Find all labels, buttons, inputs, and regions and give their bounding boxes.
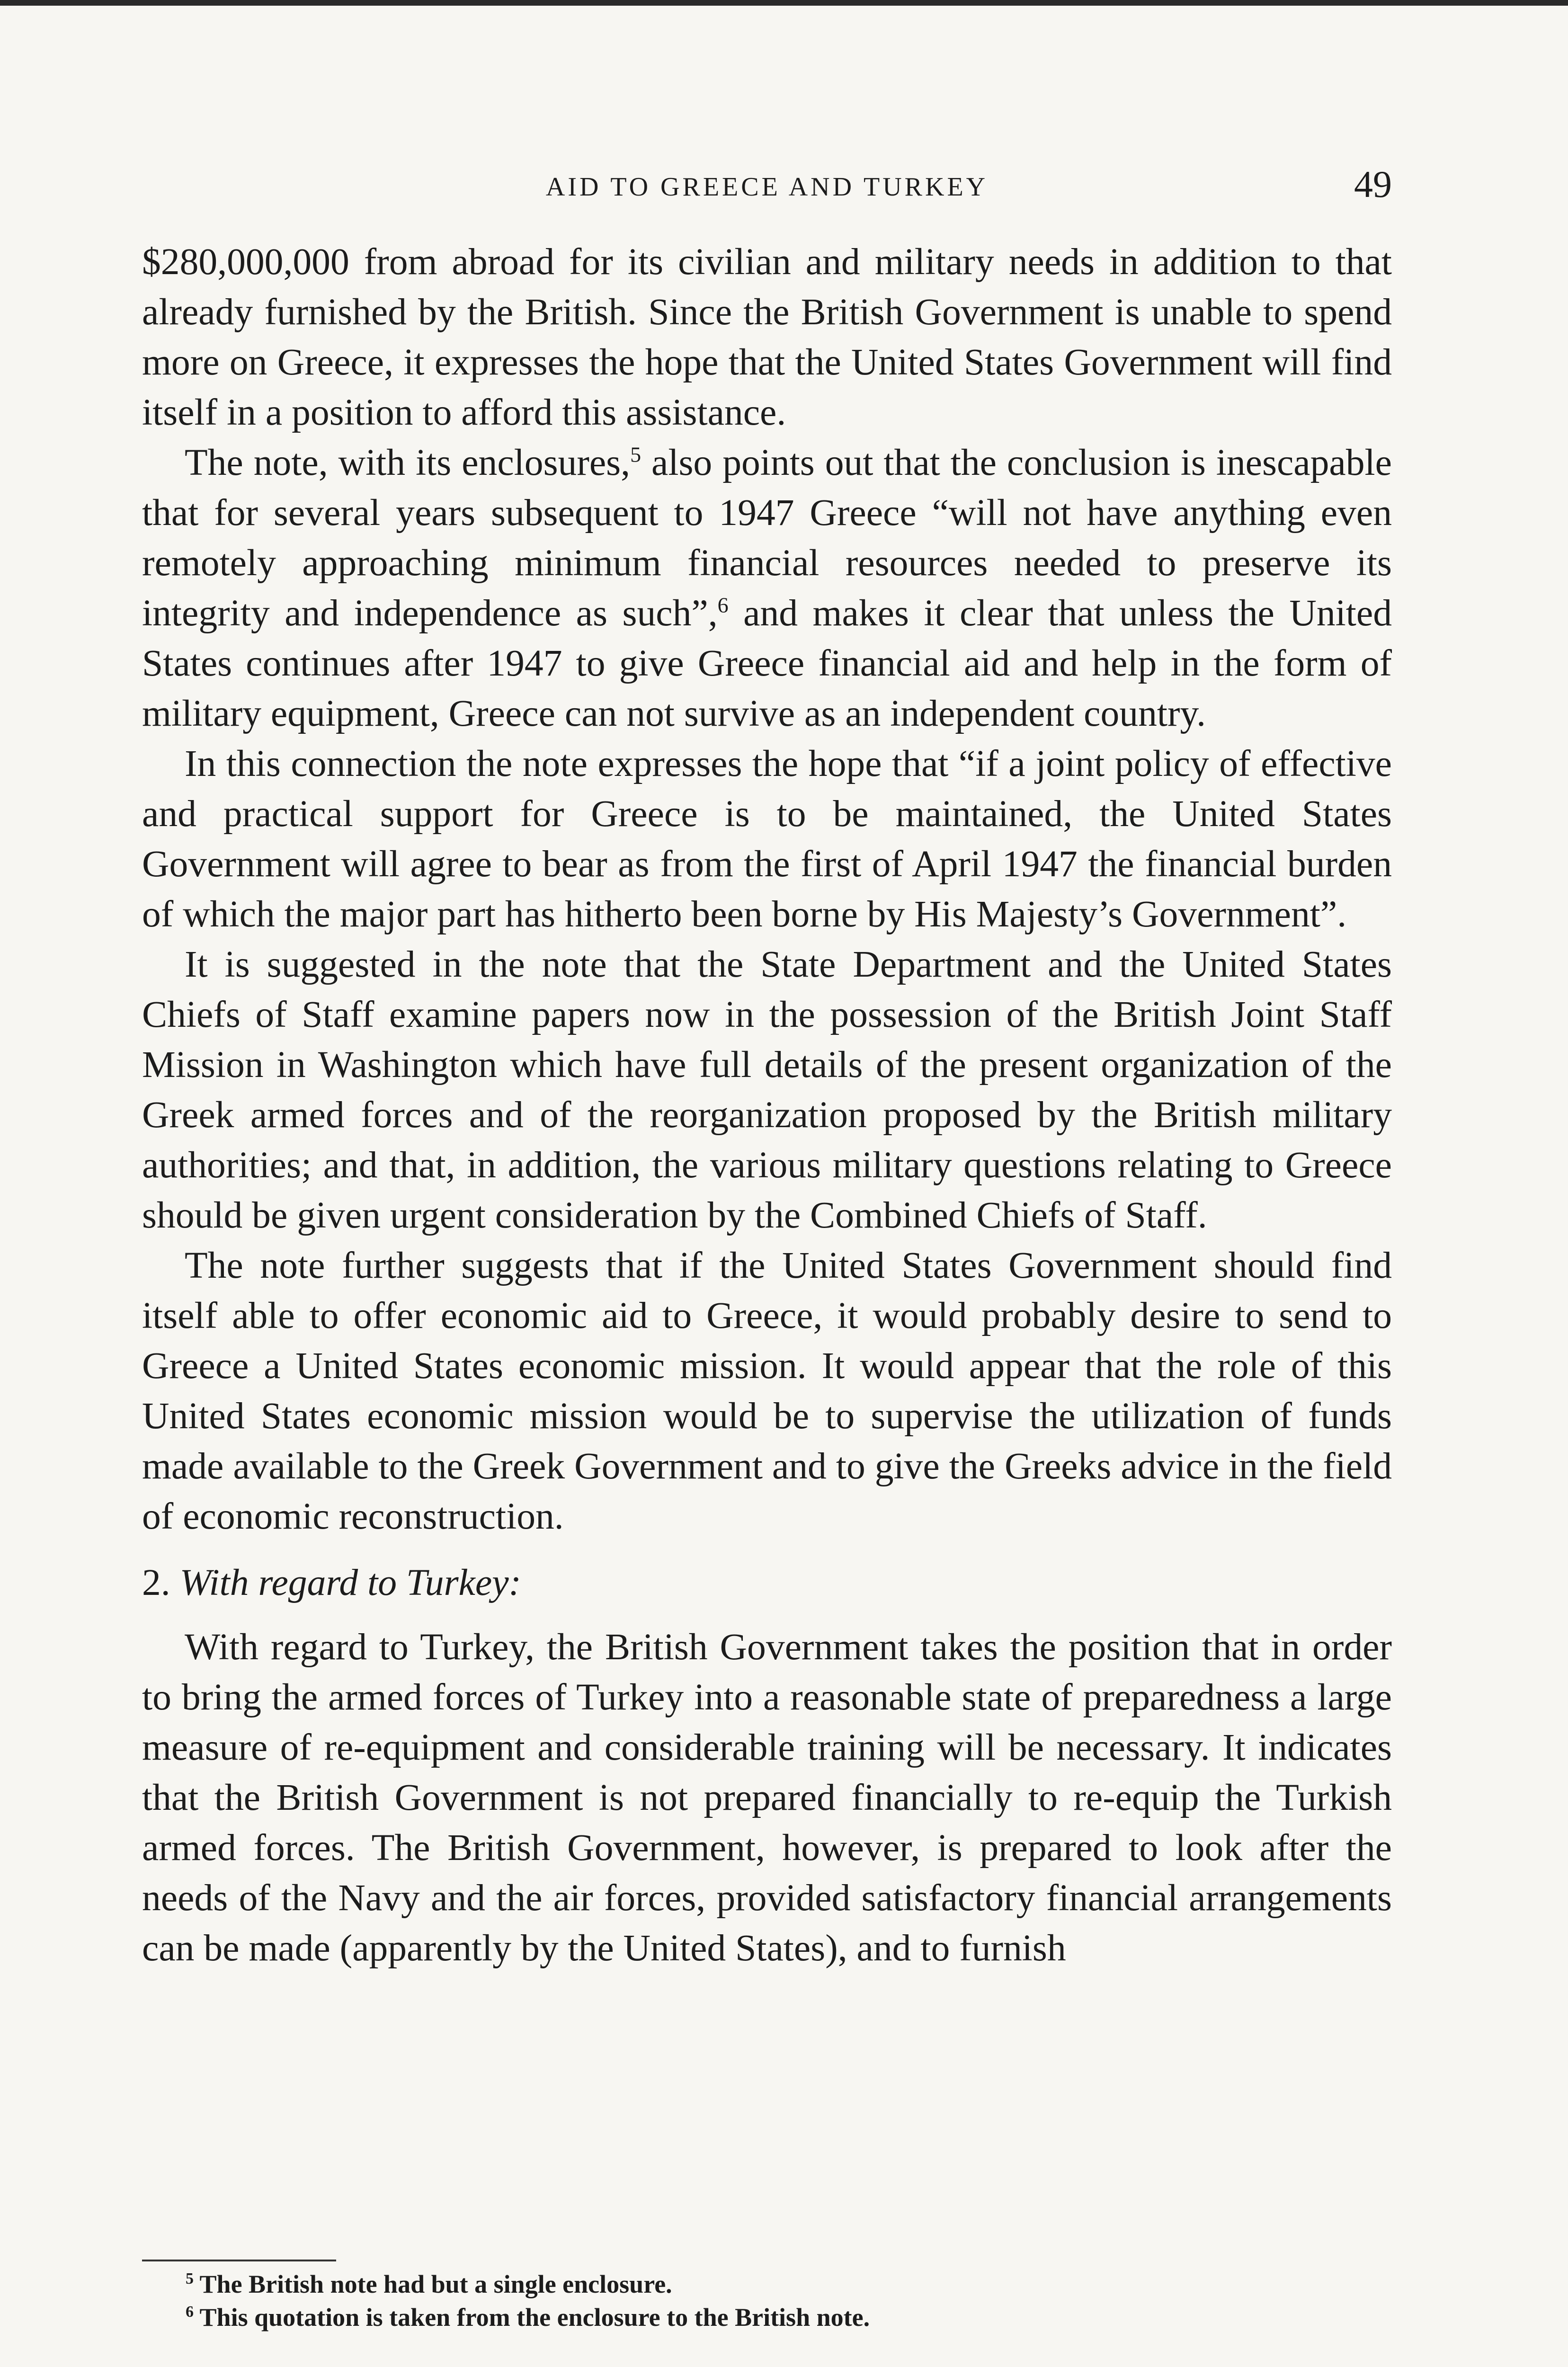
footnote-text: This quotation is taken from the enclosure to the British note. <box>199 2303 870 2331</box>
paragraph-2 <box>142 437 1392 739</box>
footnote-6 <box>186 2301 1369 2334</box>
footnote-ref-6: 6 <box>717 593 729 617</box>
paragraph-2-part-a: The note, with its enclosures, <box>185 442 631 483</box>
section-heading <box>142 1557 1392 1608</box>
paragraph-1: $280,000,000 from abroad for its civilian and military needs in addition to that already furnished by the British. Since the British Government is unable to spend more on Greece, it expresses the hope that the United States Government will find itself in a position to afford this assistance. <box>142 241 1392 433</box>
paragraph-3: In this connection the note expresses the hope that “if a joint policy of effective and practical support for Greece is to be maintained, the United States Government will agree to bear as from the first of April 1947 the financial burden of which the major part has hitherto been borne by His Majesty’s Government”. <box>142 743 1392 935</box>
footnote-ref-5: 5 <box>630 442 641 467</box>
footnote-mark: 5 <box>186 2270 194 2287</box>
section-number: 2. <box>142 1562 170 1603</box>
footnote-text: The British note had but a single enclosure. <box>199 2270 672 2298</box>
paragraph-2-part-c: and makes it clear that unless the United States continues after 1947 to give Greece financial aid and help in the form of military equipment, Greece can not survive as an independent country. <box>142 592 1392 734</box>
running-head <box>142 163 1392 215</box>
footnote-rule <box>142 2260 336 2261</box>
paragraph-2-part-b: also points out that the conclusion is inescapable that for several years subsequent to 1947 Greece “will not have anything even remotely approaching minimum financial resources needed to preserve its integrity and independence as such”, <box>142 442 1392 634</box>
paragraph-6: With regard to Turkey, the British Government takes the position that in order to bring the armed forces of Turkey into a reasonable state of preparedness a large measure of re-equipment and considerable training will be necessary. It indicates that the British Government is not prepared financially to re-equip the Turkish armed forces. The British Government, however, is prepared to look after the needs of the Navy and the air forces, provided satisfactory financial arrangements can be made (apparently by the United States), and to furnish <box>142 1626 1392 1969</box>
section-title: With regard to Turkey: <box>179 1562 522 1603</box>
paragraph-4: It is suggested in the note that the State Department and the United States Chiefs of Staff examine papers now in the possession of the British Joint Staff Mission in Washington which have full details of the present organization of the Greek armed forces and of the reorganization proposed by the British military authorities; and that, in addition, the various military questions relating to Greece should be given urgent consideration by the Combined Chiefs of Staff. <box>142 943 1392 1236</box>
footnotes <box>186 2268 1369 2334</box>
page-top-edge <box>0 0 1568 6</box>
paragraph-5: The note further suggests that if the United States Government should find itself able to offer economic aid to Greece, it would probably desire to send to Greece a United States economic mission. It would appear that the role of this United States economic mission would be to supervise the utilization of funds made available to the Greek Government and to give the Greeks advice in the field of economic reconstruction. <box>142 1245 1392 1537</box>
body-text <box>142 237 1392 1973</box>
page-number: 49 <box>1354 164 1392 205</box>
running-title: AID TO GREECE AND TURKEY <box>545 172 989 202</box>
footnote-mark: 6 <box>186 2303 194 2321</box>
footnote-5 <box>186 2268 1369 2301</box>
